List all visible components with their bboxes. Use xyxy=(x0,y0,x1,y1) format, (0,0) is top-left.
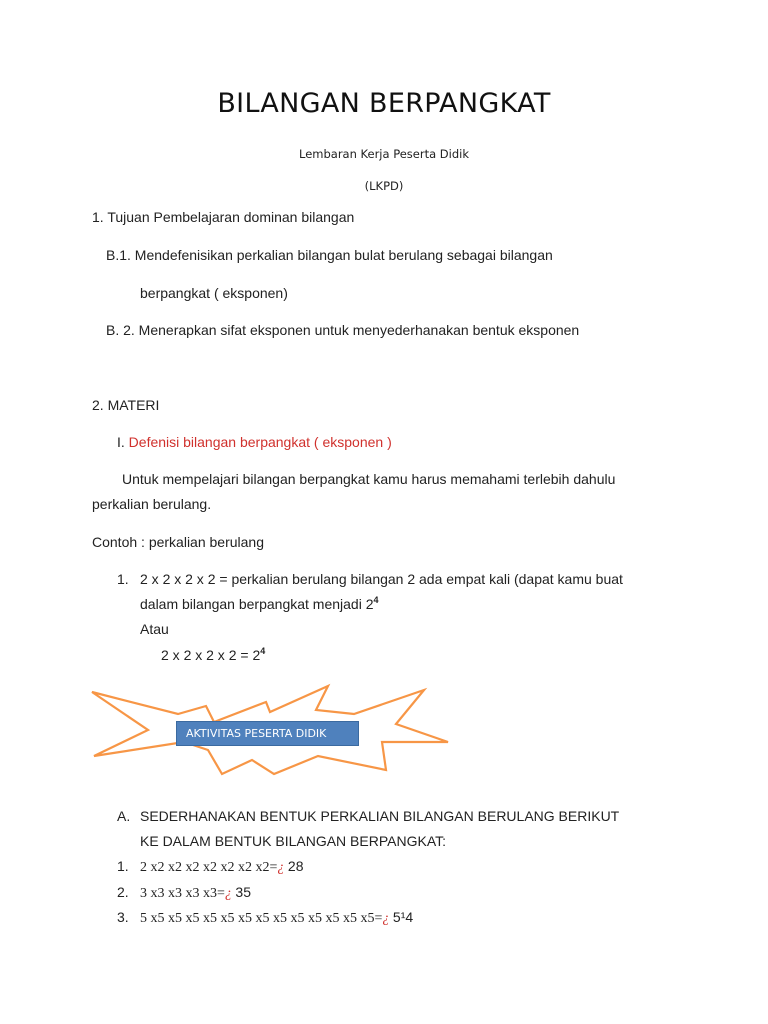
tujuan-b1-line1: B.1. Mendefenisikan perkalian bilangan bulat berulang sebagai bilangan xyxy=(106,247,553,263)
materi-para-line2: perkalian berulang. xyxy=(92,496,212,512)
exercise-item xyxy=(140,884,251,902)
atau-label: Atau xyxy=(140,621,169,637)
list-item-line2-text: dalam bilangan berpangkat menjadi 2 xyxy=(140,596,374,612)
activity-a-prefix: A. xyxy=(117,808,131,824)
materi-sub-title: Defenisi bilangan berpangkat ( eksponen ) xyxy=(128,434,392,450)
exercise-result: 35 xyxy=(235,884,251,900)
exercise-item xyxy=(140,858,303,876)
power-expression-text: 2 x 2 x 2 x 2 = 2 xyxy=(161,647,261,663)
exercise-expression: 5 x5 x5 x5 x5 x5 x5 x5 x5 x5 x5 x5 x5 x5= xyxy=(140,911,383,926)
exercise-expression: 2 x2 x2 x2 x2 x2 x2 x2= xyxy=(140,860,278,875)
page-title: BILANGAN BERPANGKAT xyxy=(217,88,551,119)
exponent: 4 xyxy=(260,646,266,656)
materi-para-line1: Untuk mempelajari bilangan berpangkat kamu harus memahami terlebih dahulu xyxy=(122,471,616,487)
exponent: 4 xyxy=(373,595,379,605)
question-mark-glyph: ¿ xyxy=(277,860,285,875)
contoh-label: Contoh : perkalian berulang xyxy=(92,534,265,550)
materi-sub-prefix: I. xyxy=(117,434,125,450)
tujuan-b1-line2: berpangkat ( eksponen) xyxy=(140,285,288,301)
list-item-line2 xyxy=(140,596,379,612)
exercise-number: 1. xyxy=(117,858,129,874)
exercise-result: 28 xyxy=(287,858,304,874)
power-expression xyxy=(161,647,265,663)
materi-heading: 2. MATERI xyxy=(92,397,160,413)
tujuan-b2: B. 2. Menerapkan sifat eksponen untuk menyederhanakan bentuk eksponen xyxy=(106,322,580,338)
subtitle-lkpd: (LKPD) xyxy=(364,179,404,193)
list-item-number: 1. xyxy=(117,571,129,587)
tujuan-heading: 1. Tujuan Pembelajaran dominan bilangan xyxy=(92,209,355,225)
list-item-line1: 2 x 2 x 2 x 2 = perkalian berulang bilangan 2 ada empat kali (dapat kamu buat xyxy=(140,571,623,587)
exercise-item xyxy=(140,909,413,927)
activity-banner: AKTIVITAS PESERTA DIDIK xyxy=(176,721,359,746)
activity-a-line1: SEDERHANAKAN BENTUK PERKALIAN BILANGAN BERULANG BERIKUT xyxy=(140,808,620,824)
exercise-expression: 3 x3 x3 x3 x3= xyxy=(140,886,225,901)
activity-a-line2: KE DALAM BENTUK BILANGAN BERPANGKAT: xyxy=(140,833,447,849)
materi-subheading xyxy=(117,434,392,450)
exercise-result: 5¹4 xyxy=(392,909,414,925)
exercise-number: 3. xyxy=(117,909,129,925)
question-mark-glyph: ¿ xyxy=(224,886,232,901)
exercise-number: 2. xyxy=(117,884,129,900)
subtitle-lkpd-name: Lembaran Kerja Peserta Didik xyxy=(298,147,470,161)
question-mark-glyph: ¿ xyxy=(382,911,390,926)
